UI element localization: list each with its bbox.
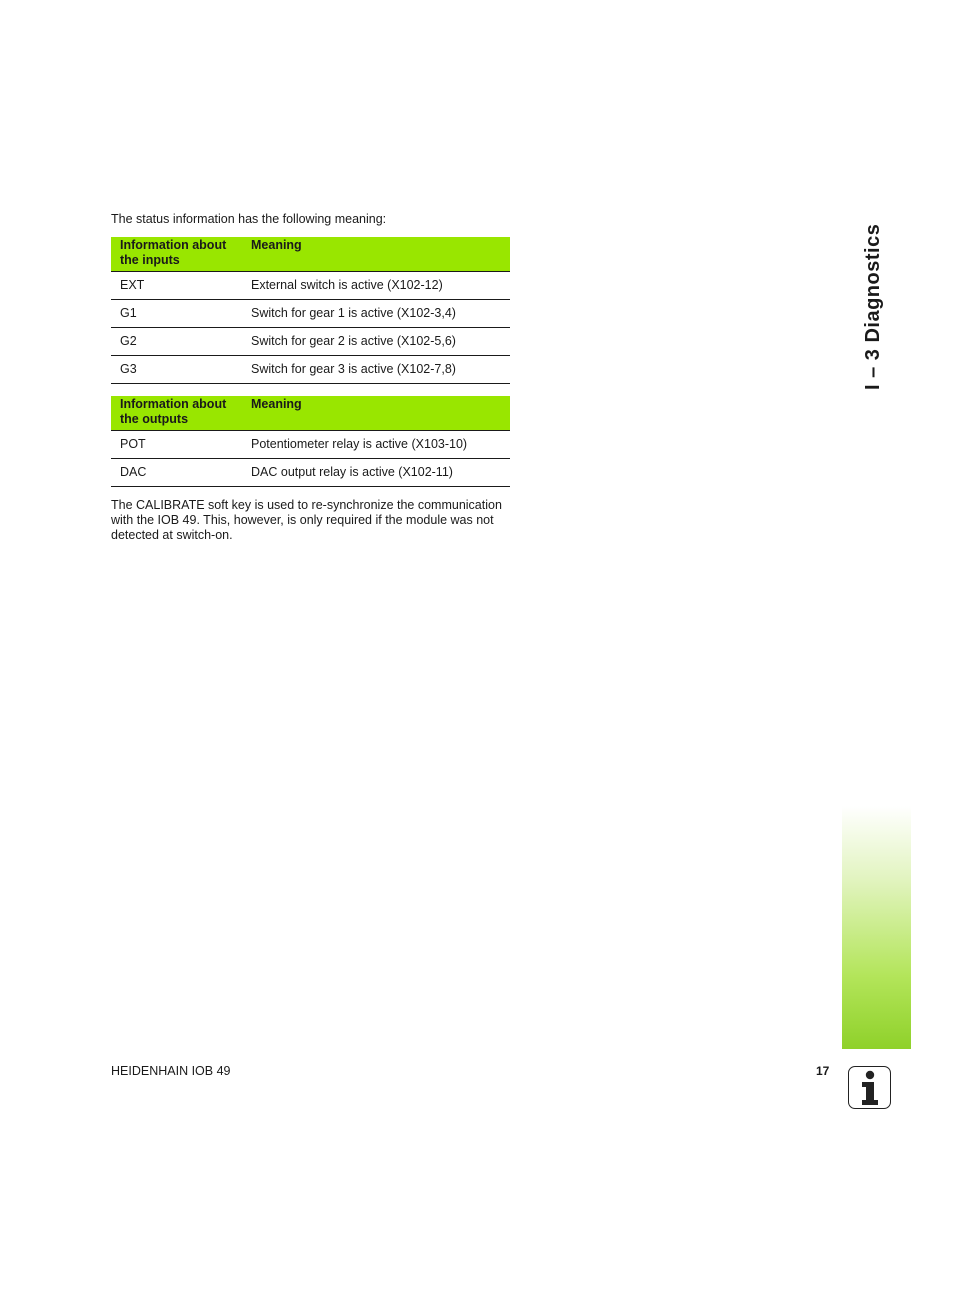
cell-code: EXT — [111, 271, 242, 299]
info-icon[interactable] — [848, 1066, 891, 1109]
table-row — [111, 327, 510, 355]
info-glyph-icon — [855, 1070, 885, 1106]
cell-meaning: Switch for gear 1 is active (X102-3,4) — [242, 299, 510, 327]
calibrate-note: The CALIBRATE soft key is used to re-synchronize the communication with the IOB 49. This, however, is only required if the module was not detected at switch-on. — [111, 498, 502, 542]
cell-meaning: DAC output relay is active (X102-11) — [242, 458, 510, 486]
table-header-row — [111, 237, 510, 271]
cell-meaning: Potentiometer relay is active (X103-10) — [242, 430, 510, 458]
page-number: 17 — [816, 1064, 830, 1078]
table-row — [111, 271, 510, 299]
table-row — [111, 299, 510, 327]
table-row — [111, 355, 510, 383]
chapter-side-title: I – 3 Diagnostics — [862, 223, 884, 390]
inputs-table — [111, 237, 510, 384]
outputs-table — [111, 396, 510, 487]
table-row — [111, 458, 510, 486]
cell-code: DAC — [111, 458, 242, 486]
cell-meaning: Switch for gear 2 is active (X102-5,6) — [242, 327, 510, 355]
cell-meaning: External switch is active (X102-12) — [242, 271, 510, 299]
column-header-info: Information about the outputs — [111, 396, 242, 430]
intro-text: The status information has the following meaning: — [111, 212, 387, 226]
cell-code: G1 — [111, 299, 242, 327]
column-header-meaning: Meaning — [242, 237, 510, 271]
column-header-info: Information about the inputs — [111, 237, 242, 271]
cell-meaning: Switch for gear 3 is active (X102-7,8) — [242, 355, 510, 383]
table-header-row — [111, 396, 510, 430]
table-row — [111, 430, 510, 458]
cell-code: G2 — [111, 327, 242, 355]
cell-code: G3 — [111, 355, 242, 383]
column-header-meaning: Meaning — [242, 396, 510, 430]
footer-product: HEIDENHAIN IOB 49 — [111, 1064, 231, 1078]
cell-code: POT — [111, 430, 242, 458]
chapter-color-bar — [842, 806, 911, 1049]
